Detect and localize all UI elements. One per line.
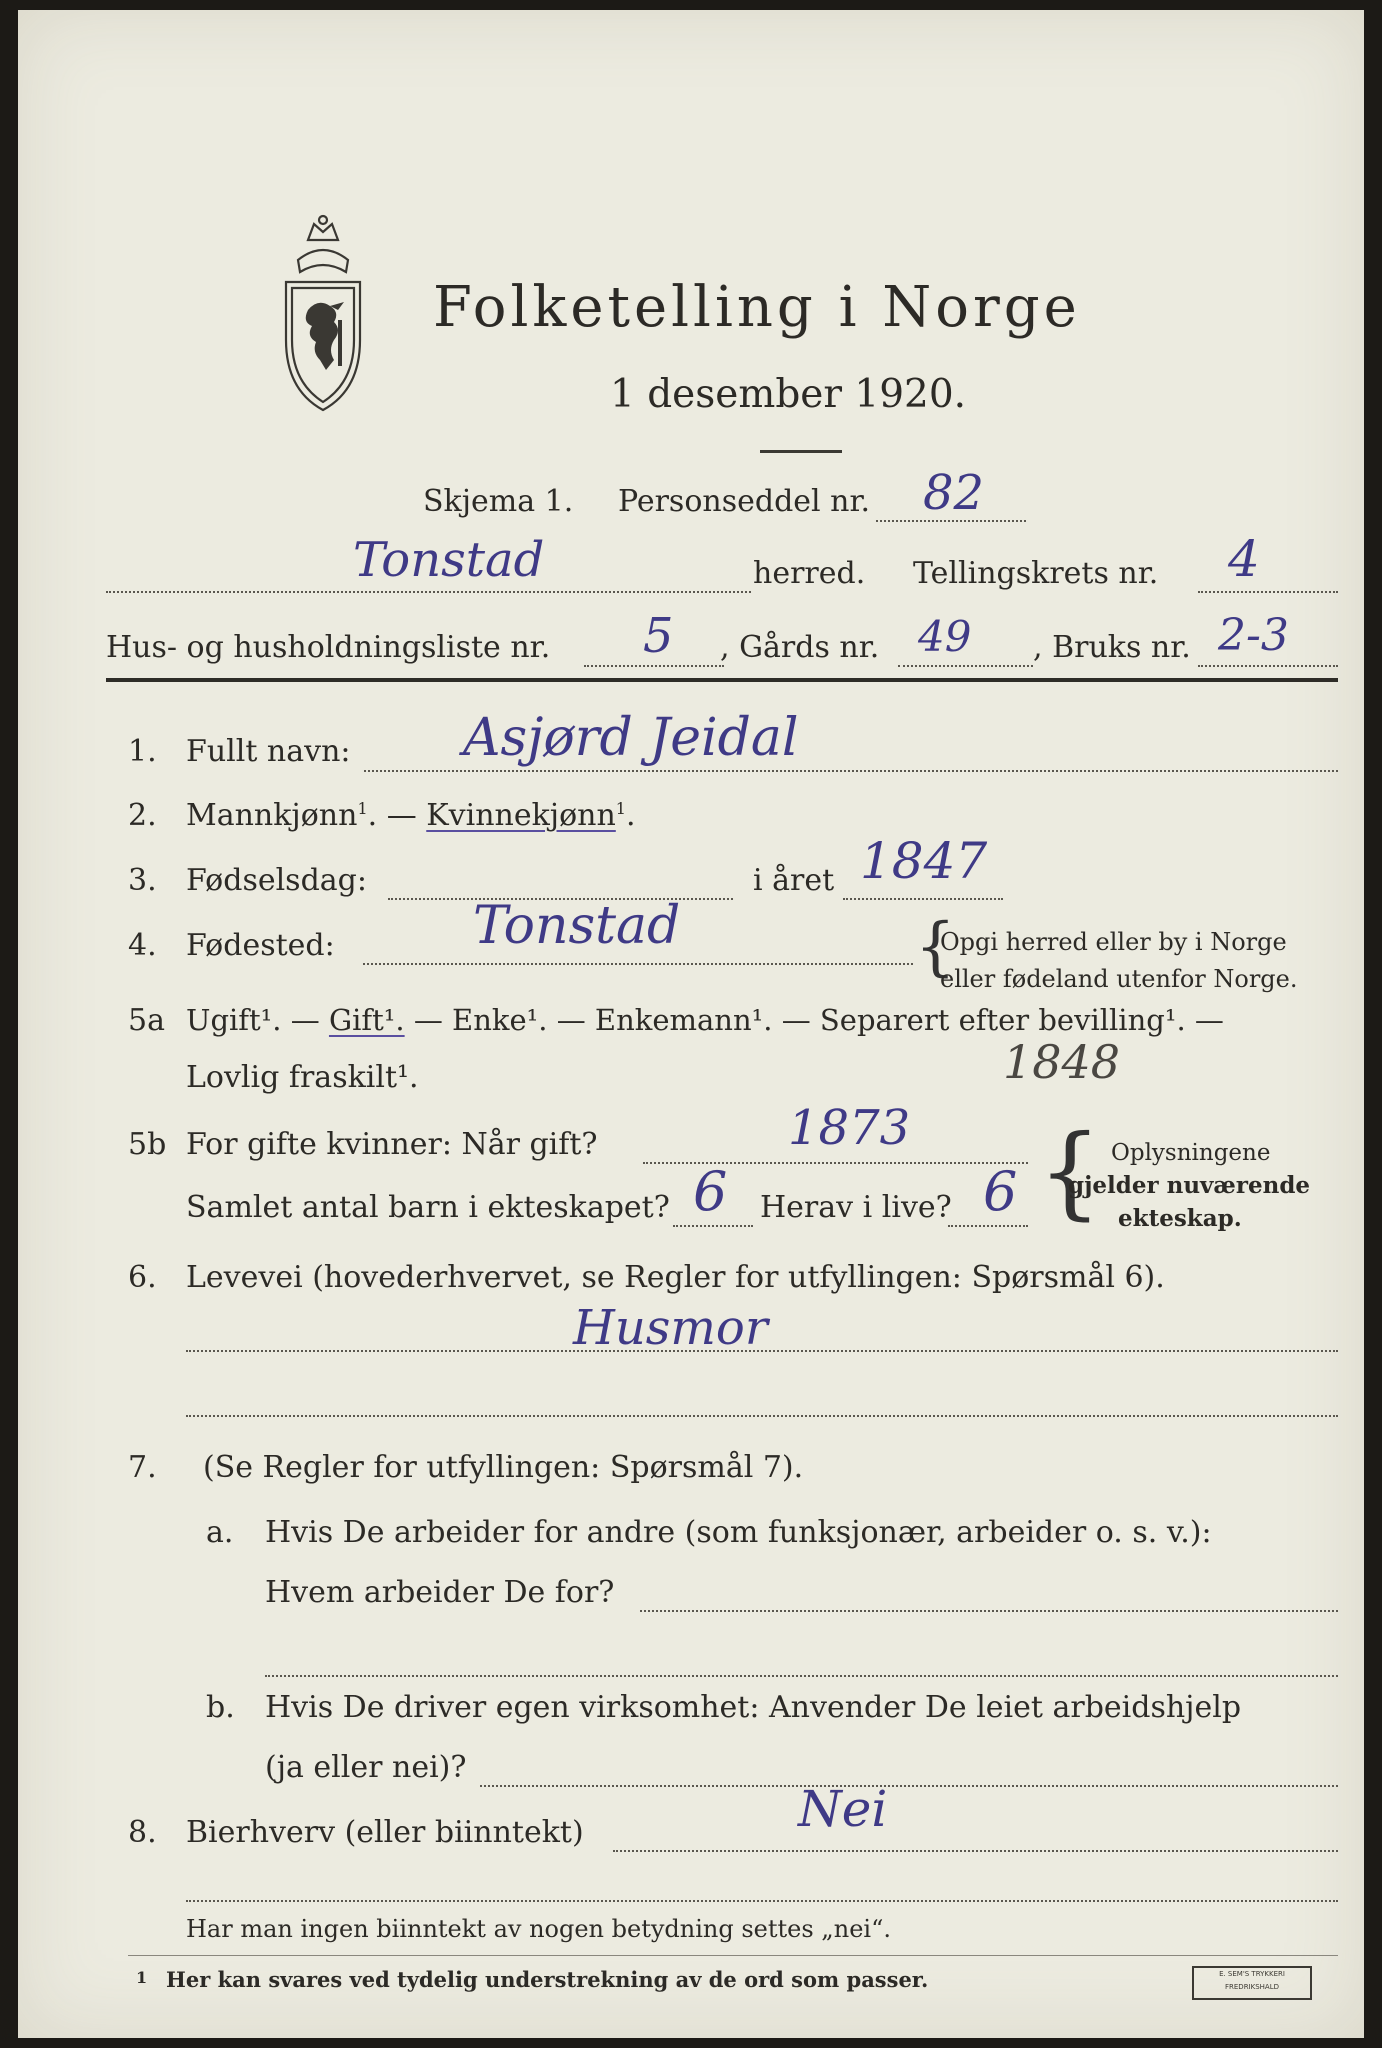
q7-label: (Se Regler for utfyllingen: Spørsmål 7). (203, 1450, 804, 1485)
q4-note-line2: eller fødeland utenfor Norge. (940, 965, 1298, 993)
q5b-brace: { (1038, 1113, 1102, 1230)
gards-number[interactable]: 49 (918, 612, 972, 661)
title-divider (760, 450, 842, 453)
printer-stamp: E. SEM'S TRYKKERI FREDRIKSHALD (1192, 1966, 1312, 2000)
q5b-note-line1: Oplysningene (1111, 1140, 1271, 1166)
q3-number: 3. (128, 863, 157, 898)
q4-brace: { (915, 910, 956, 984)
lovlig-fraskilt-option[interactable]: Lovlig fraskilt¹. (186, 1060, 419, 1095)
census-date: 1 desember 1920. (610, 372, 967, 417)
q7b-line1: Hvis De driver egen virksomhet: Anvender De leiet arbeidshjelp (265, 1690, 1242, 1725)
hus-number[interactable]: 5 (643, 608, 674, 664)
q7b-line2: (ja eller nei)? (265, 1750, 467, 1785)
occupation-value[interactable]: Husmor (573, 1300, 768, 1356)
section-divider (106, 678, 1338, 682)
herred-value[interactable]: Tonstad (353, 532, 545, 588)
q2-gender-options: Mannkjønn$^1$. — Kvinnekjønn$^1$. (186, 798, 636, 833)
children-alive-value[interactable]: 6 (983, 1160, 1018, 1223)
bruks-label: , Bruks nr. (1033, 630, 1191, 665)
full-name-value[interactable]: Asjørd Jeidal (463, 708, 799, 768)
tellingskrets-label: Tellingskrets nr. (913, 556, 1159, 591)
q7-number: 7. (128, 1450, 157, 1485)
q5b-label3: Herav i live? (760, 1190, 952, 1225)
children-count-value[interactable]: 6 (693, 1160, 728, 1223)
footnote-divider (128, 1955, 1338, 1956)
footnote-text: Her kan svares ved tydelig understrekning av de ord som passer. (166, 1967, 929, 1992)
q8-label: Bierhverv (eller biinntekt) (186, 1815, 584, 1850)
footer-note: Har man ingen biinntekt av nogen betydning settes „nei“. (186, 1915, 891, 1943)
personseddel-number[interactable]: 82 (923, 465, 985, 521)
q7a-line1: Hvis De arbeider for andre (som funksjonær, arbeider o. s. v.): (265, 1515, 1212, 1550)
q7b-number: b. (206, 1690, 235, 1725)
marriage-year-value[interactable]: 1873 (788, 1100, 911, 1156)
aaret-label: i året (753, 863, 835, 898)
q4-number: 4. (128, 928, 157, 963)
q6-number: 6. (128, 1260, 157, 1295)
q4-note-line1: Opgi herred eller by i Norge (940, 928, 1287, 956)
q1-label: Fullt navn: (186, 734, 351, 769)
q3-label: Fødselsdag: (186, 863, 367, 898)
kvinnekjonn-option[interactable]: Kvinnekjønn (426, 798, 616, 833)
q5a-marital-options: Ugift¹. — Gift¹. — Enke¹. — Enkemann¹. — Separert efter bevilling¹. — (186, 1003, 1224, 1037)
q5b-number: 5b (128, 1127, 167, 1162)
bruks-number[interactable]: 2-3 (1218, 610, 1289, 661)
q8-number: 8. (128, 1815, 157, 1850)
herred-label: herred. (753, 556, 866, 591)
q5b-note-line2: gjelder nuværende (1068, 1172, 1311, 1199)
q7a-line2: Hvem arbeider De for? (265, 1575, 615, 1610)
annotation-1848: 1848 (1003, 1035, 1121, 1089)
q2-number: 2. (128, 798, 157, 833)
skjema-label: Skjema 1. (423, 484, 574, 519)
hus-label: Hus- og husholdningsliste nr. (106, 630, 551, 665)
personseddel-label: Personseddel nr. (618, 484, 871, 519)
gift-option[interactable]: Gift¹. (328, 1003, 405, 1037)
q5b-label1: For gifte kvinner: Når gift? (186, 1127, 598, 1162)
q1-number: 1. (128, 734, 157, 769)
footnote-mark: 1 (136, 1968, 148, 1987)
tellingskrets-number[interactable]: 4 (1228, 530, 1260, 588)
gards-label: , Gårds nr. (720, 630, 880, 665)
q7a-number: a. (206, 1515, 234, 1550)
q5b-note-line3: ekteskap. (1118, 1205, 1242, 1232)
q5b-label2: Samlet antal barn i ekteskapet? (186, 1190, 670, 1225)
birthplace-value[interactable]: Tonstad (473, 896, 681, 956)
q6-label: Levevei (hovederhvervet, se Regler for utfyllingen: Spørsmål 6). (186, 1260, 1165, 1295)
birth-year-value[interactable]: 1847 (860, 832, 988, 890)
side-income-value[interactable]: Nei (798, 1780, 888, 1838)
norwegian-coat-of-arms-icon (268, 210, 378, 420)
q4-label: Fødested: (186, 928, 335, 963)
census-form-page (18, 10, 1364, 2038)
page-title: Folketelling i Norge (433, 275, 1081, 340)
q5a-number: 5a (128, 1003, 165, 1038)
mannkjonn-option[interactable]: Mannkjønn (186, 798, 358, 833)
